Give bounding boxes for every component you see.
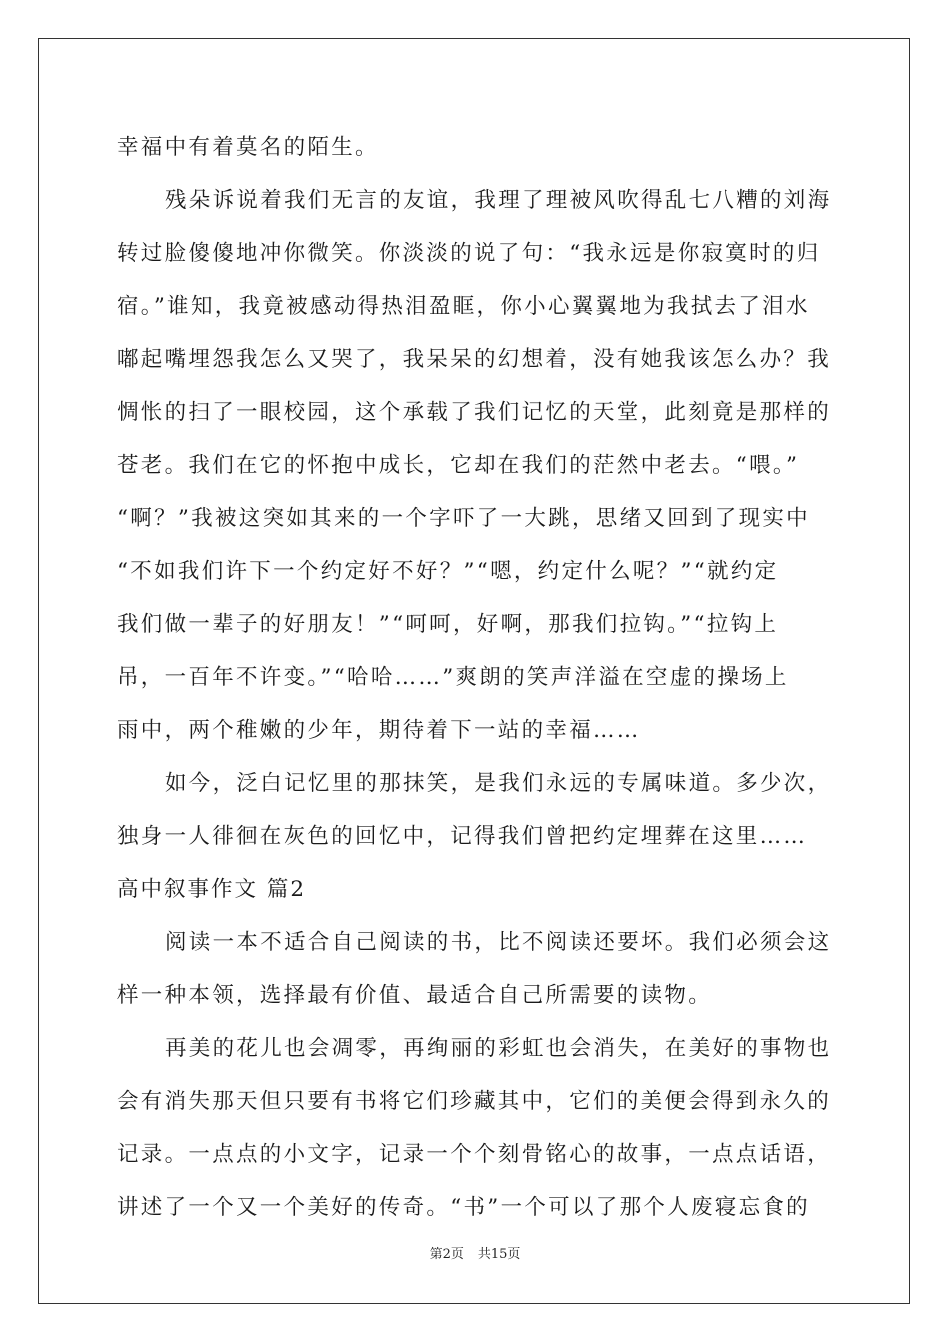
paragraph-start-line: 再美的花儿也会凋零，再绚丽的彩虹也会消失，在美好的事物也 <box>165 1036 832 1061</box>
document-body <box>117 128 837 1241</box>
text-line: “啊？”我被这突如其来的一个字吓了一大跳，思绪又回到了现实中 <box>117 506 810 531</box>
text-line: 样一种本领，选择最有价值、最适合自己所需要的读物。 <box>117 983 713 1008</box>
section-heading: 高中叙事作文 篇2 <box>117 877 307 902</box>
text-line: 惆怅的扫了一眼校园，这个承载了我们记忆的天堂，此刻竟是那样的 <box>117 400 832 425</box>
text-line: 宿。”谁知，我竟被感动得热泪盈眶，你小心翼翼地为我拭去了泪水 <box>117 294 810 319</box>
page-number: 第2页 <box>429 1247 464 1262</box>
text-line: 独身一人徘徊在灰色的回忆中，记得我们曾把约定埋葬在这里…… <box>117 824 808 849</box>
text-line: 转过脸傻傻地冲你微笑。你淡淡的说了句：“我永远是你寂寞时的归 <box>117 241 821 266</box>
text-line: 苍老。我们在它的怀抱中成长，它却在我们的茫然中老去。“喂。” <box>117 453 800 478</box>
text-line: 我们做一辈子的好朋友！”“呵呵，好啊，那我们拉钩。”“拉钩上 <box>117 612 779 637</box>
total-pages: 共15页 <box>477 1247 521 1262</box>
paragraph-start-line: 阅读一本不适合自己阅读的书，比不阅读还要坏。我们必须会这 <box>165 930 832 955</box>
text-line: 会有消失那天但只要有书将它们珍藏其中，它们的美便会得到永久的 <box>117 1089 832 1114</box>
text-line: 记录。一点点的小文字，记录一个个刻骨铭心的故事，一点点话语， <box>117 1142 832 1167</box>
paragraph-start-line: 残朵诉说着我们无言的友谊，我理了理被风吹得乱七八糟的刘海 <box>165 188 832 213</box>
paragraph-start-line: 如今，泛白记忆里的那抹笑，是我们永远的专属味道。多少次， <box>165 771 832 796</box>
text-line: 吊，一百年不许变。”“哈哈……”爽朗的笑声洋溢在空虚的操场上 <box>117 665 789 690</box>
text-line: 讲述了一个又一个美好的传奇。“书”一个可以了那个人废寝忘食的 <box>117 1195 810 1220</box>
text-line: “不如我们许下一个约定好不好？”“嗯，约定什么呢？”“就约定 <box>117 559 779 584</box>
text-line: 雨中，两个稚嫩的少年，期待着下一站的幸福…… <box>117 718 641 743</box>
page-footer <box>0 1243 950 1262</box>
text-line: 嘟起嘴埋怨我怎么又哭了，我呆呆的幻想着，没有她我该怎么办？我 <box>117 347 832 372</box>
text-line: 幸福中有着莫名的陌生。 <box>117 135 379 160</box>
